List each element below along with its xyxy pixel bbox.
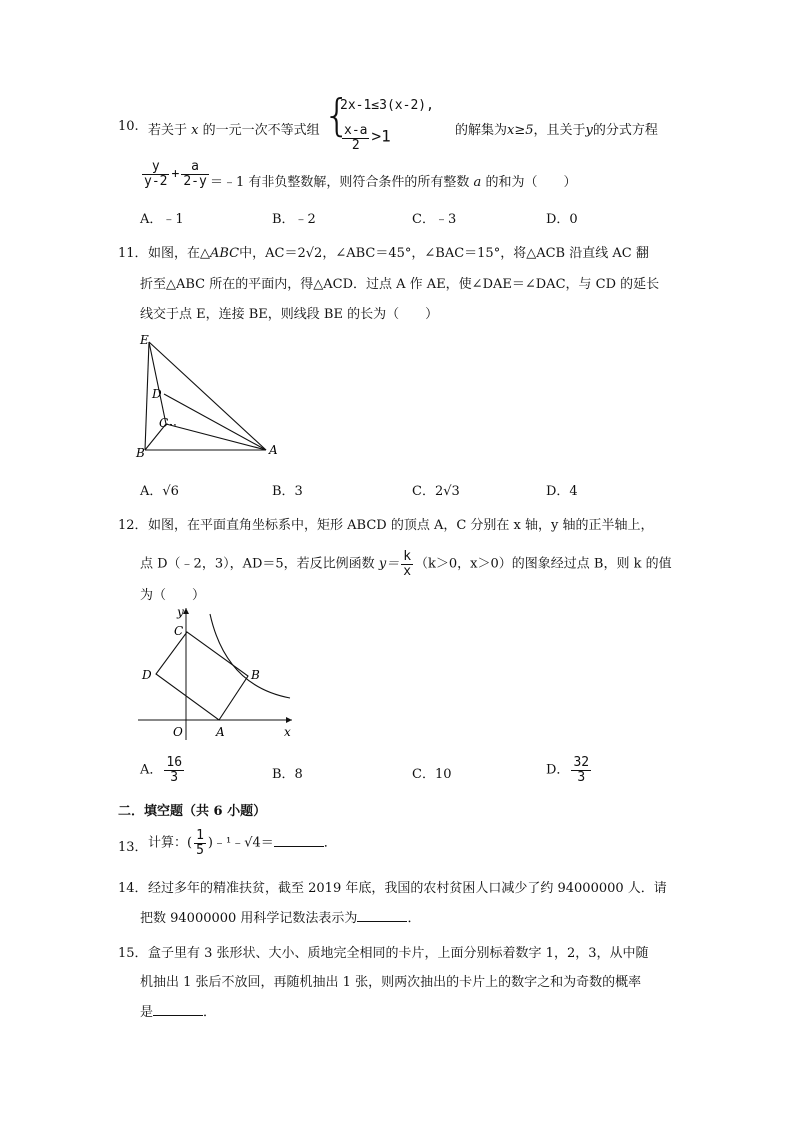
q15-line2: 机抽出 1 张后不放回，再随机抽出 1 张，则两次抽出的卡片上的数字之和为奇数的概率 [140, 975, 642, 990]
q10-option-d: D．0 [546, 212, 578, 227]
q11-label-e: E [140, 333, 149, 347]
q10-text-lead: 若关于 x 的一元一次不等式组 [148, 123, 320, 138]
q15-line1: 盒子里有 3 张形状、大小、质地完全相同的卡片，上面分别标着数字 1，2，3，从中随 [148, 946, 649, 961]
q10-text-tail: 的解集为x≥5，且关于y的分式方程 [455, 123, 658, 138]
q13-expression: 计算：( $\frac{1}{5}$ )﹣¹﹣√4＝ ． [148, 828, 337, 858]
q11-option-a: A．√6 [140, 484, 179, 499]
q15-line3: 是 ． [140, 1005, 217, 1020]
q15-answer-blank [153, 1003, 203, 1016]
q10-fraction-equation: $\frac{y}{y-2}$ + $\frac{a}{2-y}$ [144, 159, 207, 189]
q10-option-b: B．﹣2 [272, 212, 316, 227]
q12-option-b: B．8 [272, 767, 303, 782]
q12-label-d: D [142, 668, 152, 682]
q10-number: 10. [118, 119, 139, 134]
q14-number: 14． [118, 881, 148, 896]
q12-line1: 如图，在平面直角坐标系中，矩形 ABCD 的顶点 A，C 分别在 x 轴，y 轴的正半轴上， [148, 518, 654, 533]
q10-option-c: C．﹣3 [412, 212, 457, 227]
q14-answer-blank [357, 909, 407, 922]
q12-number: 12． [118, 518, 148, 533]
q11-label-b: B [136, 446, 145, 460]
q10-line2: ＝﹣1 有非负整数解，则符合条件的所有整数 a 的和为（ ） [210, 175, 577, 190]
q12-rectangle-abcd [156, 632, 248, 720]
q12-x-arrow [286, 717, 292, 723]
q12-label-x: x [284, 725, 291, 739]
q15-number: 15． [118, 946, 148, 961]
q11-option-b: B．3 [272, 484, 303, 499]
q11-line2: 折至△ABC 所在的平面内，得△ACD．过点 A 作 AE，使∠DAE＝∠DAC，与 CD 的延长 [140, 277, 660, 292]
q12-label-b: B [251, 668, 260, 682]
q11-line1: 如图，在△ABC中，AC＝2√2，∠ABC＝45°，∠BAC＝15°，将△ACB 沿直线 AC 翻 [148, 246, 649, 261]
q12-label-a: A [216, 725, 225, 739]
q11-option-c: C．2√3 [412, 484, 460, 499]
q10-inequality-1: 2x-1≤3(x-2), [340, 98, 434, 113]
q10-brace: { [323, 90, 351, 141]
q13-number: 13． [118, 840, 148, 855]
q11-option-d: D．4 [546, 484, 578, 499]
q12-y-arrow [183, 608, 189, 614]
q12-option-d: D． $\frac{32}{3}$ [546, 755, 590, 785]
q11-label-d: D [152, 387, 162, 401]
q12-hyperbola [210, 614, 290, 698]
q12-label-c: C [174, 624, 184, 638]
q12-figure [130, 604, 300, 744]
q11-label-a: A [269, 443, 278, 457]
q12-line2: 点 D（﹣2，3），AD＝5，若反比例函数 y＝ $\frac{k}{x}$ （k＞0，x＞0）的图象经过点 B，则 k 的值 [140, 549, 672, 579]
q12-option-a: A． $\frac{16}{3}$ [140, 755, 183, 785]
q12-line3: 为（ ） [140, 588, 206, 603]
q12-label-o: O [173, 725, 183, 739]
q11-label-c: C [159, 416, 169, 430]
q10-inequality-2: $\frac{x-a}{2}$ >1 [344, 123, 391, 153]
q12-option-c: C．10 [412, 767, 452, 782]
q11-figure [130, 330, 290, 460]
q12-label-y: y [177, 605, 184, 619]
q10-option-a: A．﹣1 [140, 212, 184, 227]
q14-line1: 经过多年的精准扶贫，截至 2019 年底，我国的农村贫困人口减少了约 94000000 人．请 [148, 881, 667, 896]
q13-answer-blank [274, 834, 324, 847]
q11-number: 11． [118, 246, 148, 261]
section-2-title: 二．填空题（共 6 小题） [118, 804, 267, 819]
q14-line2: 把数 94000000 用科学记数法表示为 ． [140, 911, 421, 926]
q11-line3: 线交于点 E，连接 BE，则线段 BE 的长为（ ） [140, 307, 439, 322]
